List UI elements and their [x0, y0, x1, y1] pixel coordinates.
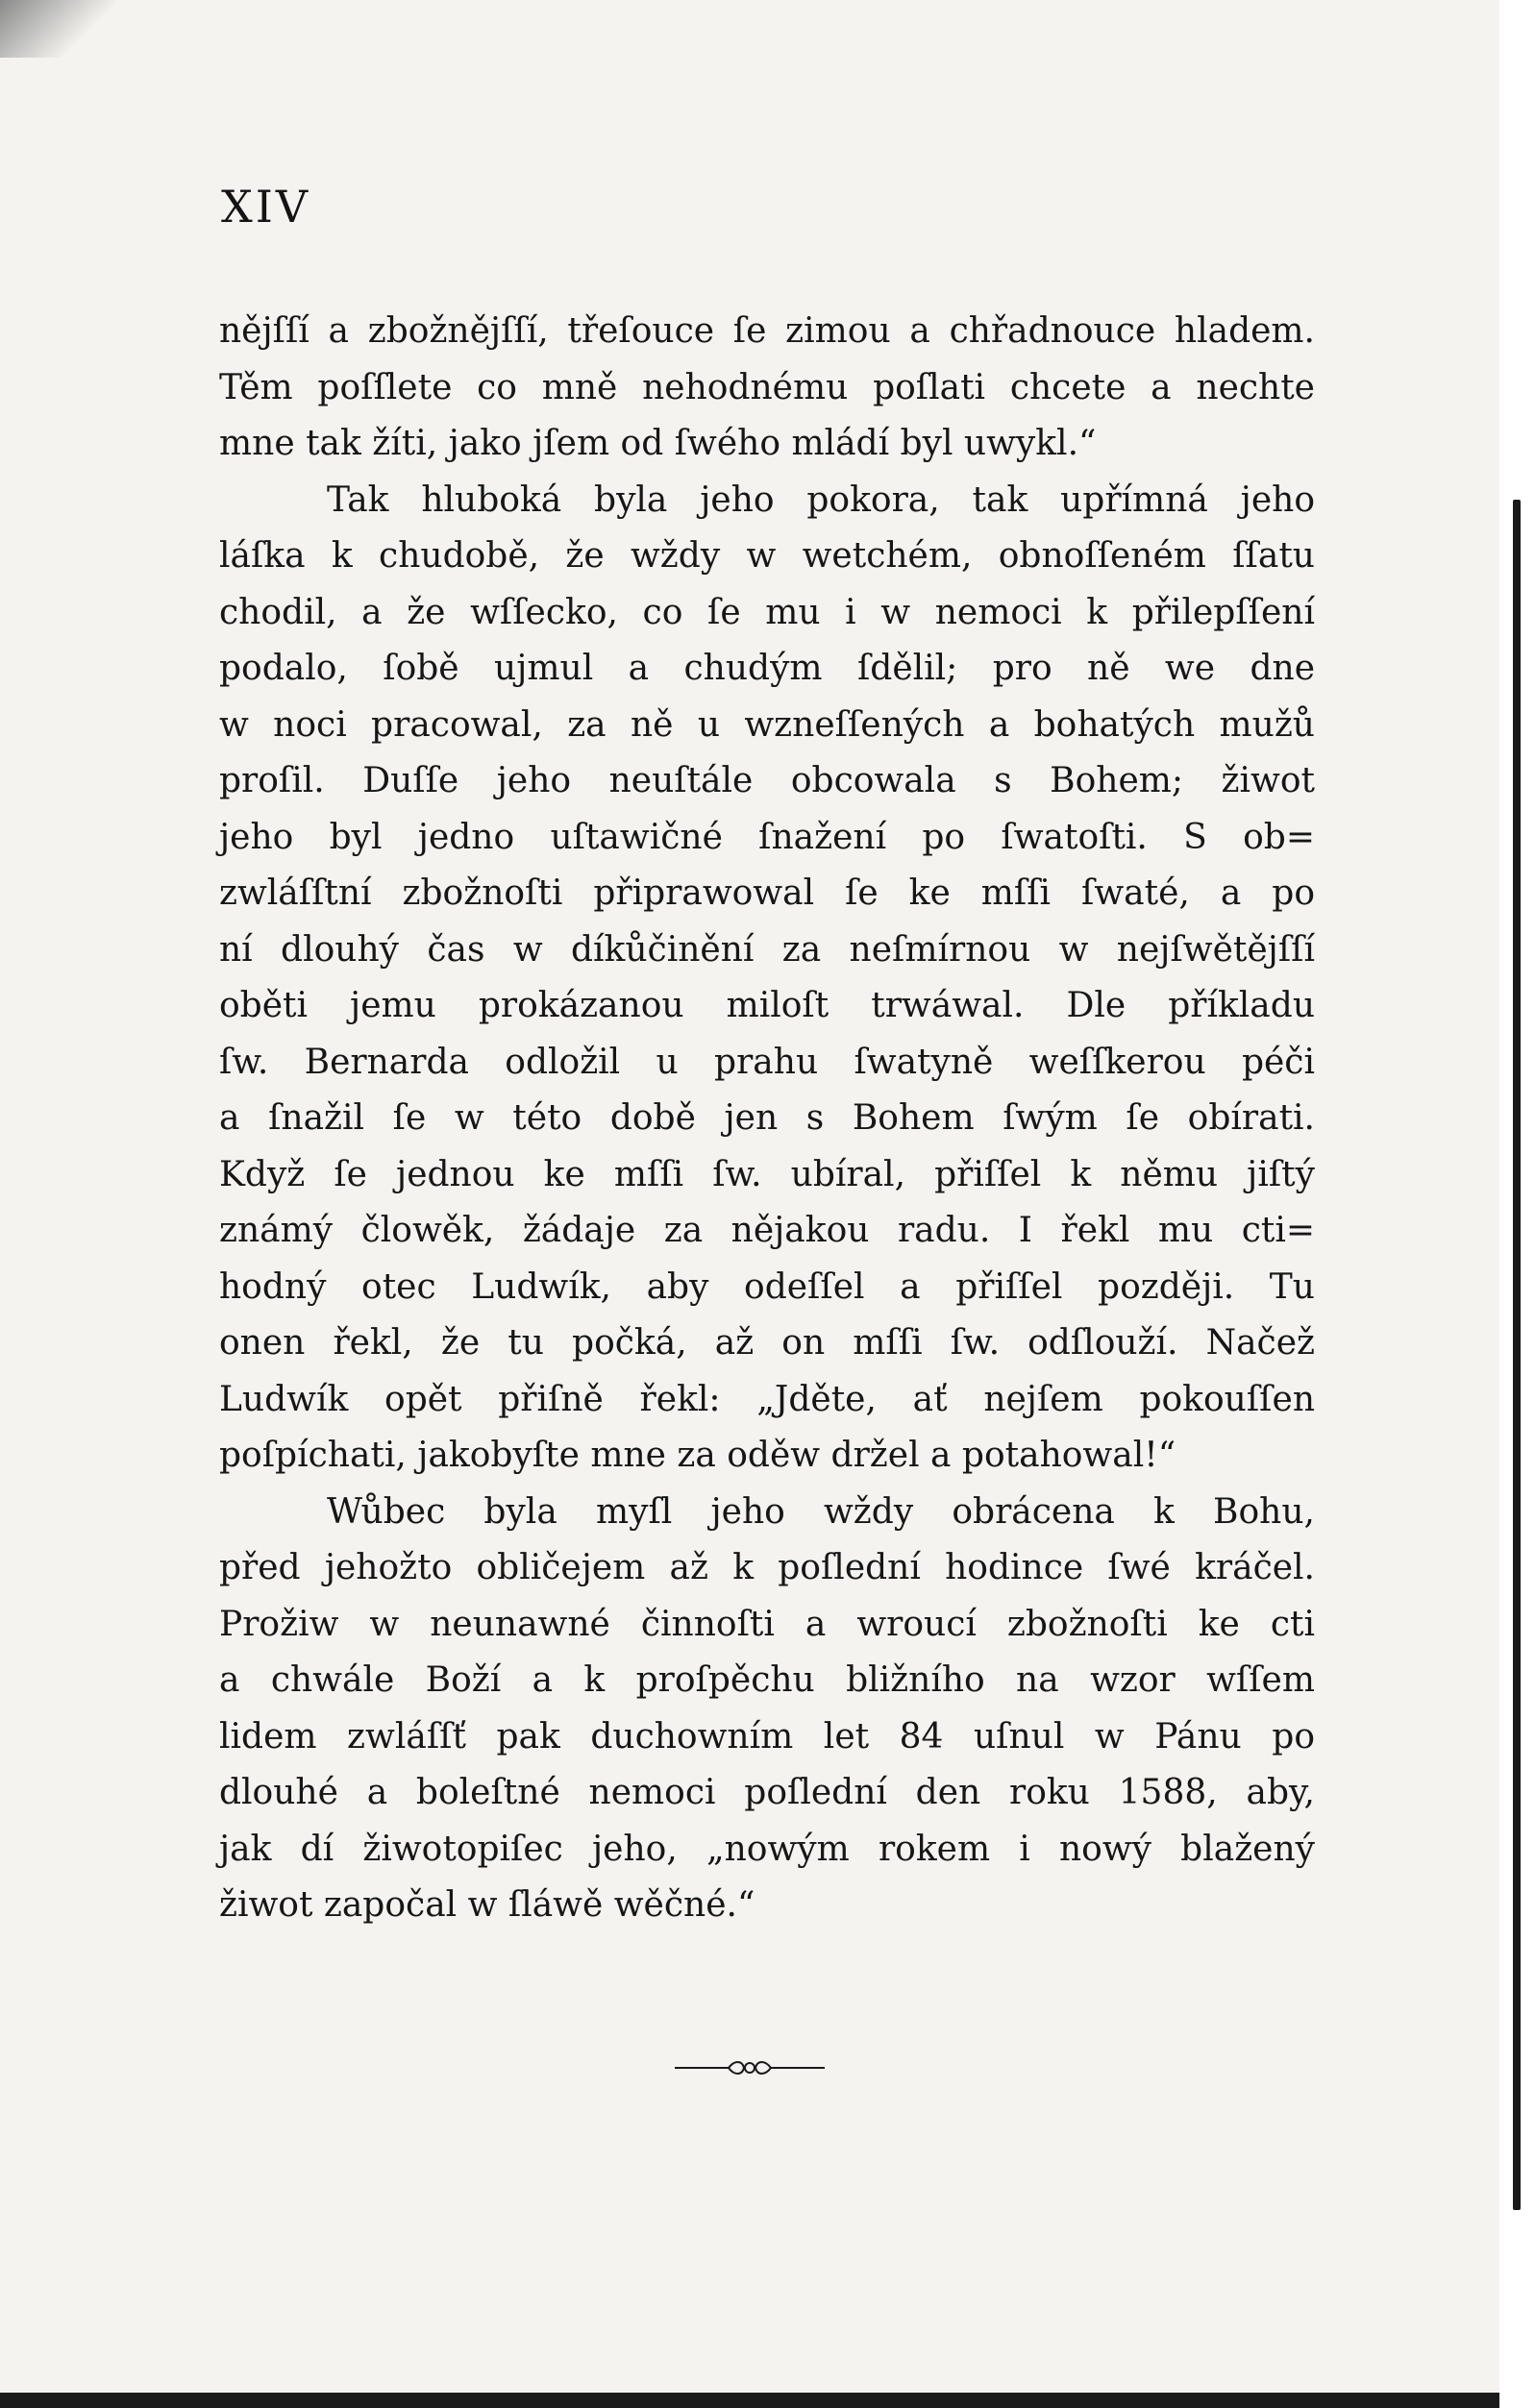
text-line: žiwot započal w ſláwě wěčné.“ [219, 1885, 755, 1925]
text-line: Těm poſſlete co mně nehodnému poſlati chcete a nechte [219, 367, 1315, 407]
text-line: ſw. Bernarda odložil u prahu ſwatyně weſſkerou péči [219, 1042, 1315, 1082]
text-line: a chwále Boží a k proſpěchu bližního na wzor wſſem [219, 1660, 1315, 1700]
text-line: láſka k chudobě, že wždy w wetchém, obnoſſeném ſſatu [219, 536, 1315, 576]
text-line: Ludwík opět přiſně řekl: „Jděte, ať nejſem pokouſſen [219, 1379, 1315, 1419]
text-line: jeho byl jedno uſtawičné ſnažení po ſwatoſti. S ob= [219, 817, 1315, 857]
scan-bottom-edge [0, 2393, 1499, 2408]
text-line: nějſſí a zbožnějſſí, třeſouce ſe zimou a chřadnouce hladem. [219, 311, 1315, 351]
text-line: w noci pracowal, za ně u wzneſſených a bohatých mužů [219, 704, 1315, 745]
text-line: Prožiw w neunawné činnoſti a wroucí zbožnoſti ke cti [219, 1604, 1315, 1644]
page-number: XIV [221, 181, 311, 233]
page-corner-shadow [0, 0, 115, 58]
text-line: lidem zwláſſť pak duchowním let 84 uſnul w Pánu po [219, 1716, 1315, 1757]
text-line: poſpíchati, jakobyſte mne za oděw držel a potahowal!“ [219, 1436, 1176, 1475]
text-line: Když ſe jednou ke mſſi ſw. ubíral, přiſſel k němu jiſtý [219, 1154, 1315, 1194]
text-line: a ſnažil ſe w této době jen s Bohem ſwým ſe obírati. [219, 1098, 1315, 1138]
text-line: zwláſſtní zbožnoſti připrawowal ſe ke mſſi ſwaté, a po [219, 873, 1315, 913]
text-line: podalo, ſobě ujmul a chudým ſdělil; pro ně we dne [219, 649, 1315, 688]
text-line: Tak hluboká byla jeho pokora, tak upřímná jeho [327, 479, 1315, 520]
binding-shadow [1513, 500, 1521, 2210]
text-line: proſil. Duſſe jeho neuſtále obcowala s Bohem; žiwot [219, 761, 1315, 800]
scan-right-edge [1499, 0, 1535, 2408]
text-line: hodný otec Ludwík, aby odeſſel a přiſſel později. Tu [219, 1266, 1315, 1307]
text-line: ní dlouhý čas w díkůčinění za neſmírnou w nejſwětějſſí [219, 929, 1315, 970]
end-ornament-icon [673, 2054, 827, 2081]
body-text [219, 304, 1315, 1934]
text-line: chodil, a že wſſecko, co ſe mu i w nemoci k přilepſſení [219, 592, 1315, 632]
text-line: mne tak žíti, jako jſem od ſwého mládí byl uwykl.“ [219, 424, 1097, 463]
text-line: dlouhé a boleſtné nemoci poſlední den roku 1588, aby, [219, 1773, 1315, 1812]
text-line: Wůbec byla myſl jeho wždy obrácena k Bohu, [327, 1491, 1315, 1532]
text-line: oběti jemu prokázanou miloſt trwáwal. Dle příkladu [219, 986, 1315, 1025]
text-line: známý člowěk, žádaje za nějakou radu. I řekl mu cti= [219, 1211, 1315, 1250]
text-line: jak dí žiwotopiſec jeho, „nowým rokem i nowý blažený [219, 1829, 1315, 1869]
text-line: před jehožto obličejem až k poſlední hodince ſwé kráčel. [219, 1548, 1315, 1587]
text-line: onen řekl, že tu počká, až on mſſi ſw. odſlouží. Načež [219, 1323, 1315, 1363]
